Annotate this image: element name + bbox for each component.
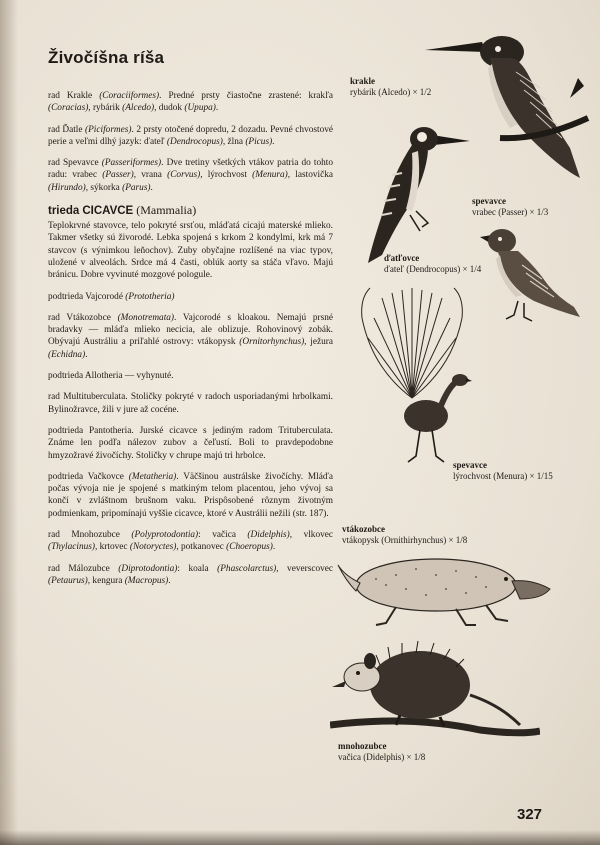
caption-vtakozobce-line: vtákopysk (Ornithirhynchus) × 1/8 xyxy=(342,535,468,545)
caption-datlovce-line: ďateľ (Dendrocopus) × 1/4 xyxy=(384,264,482,274)
caption-spevavce-vrabec xyxy=(472,196,548,218)
caption-krakle-title: krakle xyxy=(350,76,376,86)
page-number: 327 xyxy=(517,806,543,823)
section-latin: (Mammalia) xyxy=(136,203,197,218)
section-prefix: trieda xyxy=(48,205,80,218)
caption-datlovce xyxy=(384,253,481,275)
caption-spevavce-vrabec-line: vrabec (Passer) × 1/3 xyxy=(472,207,549,217)
paragraph-multituberculata: rad Multituberculata. Stoličky pokryté v radoch usporiadanými hrbolkami. Bylinožravce, žili v jure až cocéne. xyxy=(48,392,333,415)
caption-krakle xyxy=(350,76,431,98)
paragraph-pantotheria: podtrieda Pantotheria. Jurské cicavce s jediným radom Trituberculata. Známe len podľa nálezov zubov a čeľustí. Boli to pravdepodobne hmyzožravé živočíchy. Stoličky v chrupe majú tri hrbolce. xyxy=(48,425,333,461)
caption-vtakozobce-title: vtákozobce xyxy=(342,524,385,534)
caption-krakle-line: rybárik (Alcedo) × 1/2 xyxy=(350,87,432,97)
paragraph-datle: rad Ďatle (Piciformes). 2 prsty otočené dopredu, 2 dozadu. Pevné chvostové perie a veľmi dlhý jazyk: ďateľ (Dendrocopus), žlna (Picus). xyxy=(48,124,334,147)
paragraph-metatheria: podtrieda Vačkovce (Metatheria). Väčšinou austrálske živočíchy. Mláďa počas vývoja nie je spojené s matkiným telom placentou, jeho vývoj sa končí v zvláštnom brušnom vaku. Prispôsobené rôznym životným podmienkam, pripomínajú vyššie cicavce, ktoré v Austrálii nežili (str. 187). xyxy=(48,471,333,519)
text-column xyxy=(48,90,333,596)
opossum-drawing xyxy=(330,635,540,745)
caption-spevavce-lyrochvost-line: lýrochvost (Menura) × 1/15 xyxy=(453,471,553,481)
caption-spevavce-lyrochvost-title: spevavce xyxy=(453,460,487,470)
caption-spevavce-vrabec-title: spevavce xyxy=(472,196,506,206)
lyrebird-drawing xyxy=(352,278,472,473)
caption-vtakozobce xyxy=(342,524,467,546)
paragraph-spevavce: rad Spevavce (Passeriformes). Dve tretiny všetkých vtákov patria do tohto radu: vrabec (Passer), vrana (Corvus), lýrochvost (Menura), lastovička (Hirundo), sýkorka (Parus). xyxy=(48,158,334,193)
caption-mnohozubce-title: mnohozubce xyxy=(338,741,387,751)
woodpecker-drawing xyxy=(362,115,477,265)
platypus-drawing xyxy=(336,545,556,635)
paragraph-krakle: rad Krakle (Coraciiformes). Predné prsty čiastočne zrastené: krakľa (Coracias), rybárik (Alcedo), dudok (Upupa). xyxy=(48,91,333,114)
paragraph-prototheria: podtrieda Vajcorodé (Prototheria) xyxy=(48,291,175,302)
caption-mnohozubce-line: vačica (Didelphis) × 1/8 xyxy=(338,752,426,762)
paragraph-allotheria: podtrieda Allotheria — vyhynuté. xyxy=(48,371,174,382)
paragraph-diprotodontia: rad Málozubce (Diprotodontia): koala (Phascolarctus), veverscovec (Petaurus), kengura (Macropus). xyxy=(48,563,333,586)
paragraph-monotremata: rad Vtákozobce (Monotremata). Vajcorodé s kloakou. Nemajú prsné bradavky — mláďa mlieko necicia, ale oblizuje. Rohovinový zobák. Obývajú Austráliu a priľahlé ostrovy: vtákopysk (Ornitorhynchus), ježura (Echidna). xyxy=(48,312,333,360)
page-bottom-shadow xyxy=(0,830,600,845)
caption-spevavce-lyrochvost xyxy=(453,460,553,482)
caption-mnohozubce xyxy=(338,741,425,763)
page-edge-shadow xyxy=(0,0,18,845)
caption-datlovce-title: ďatľovce xyxy=(384,253,420,263)
section-name: CICAVCE xyxy=(82,205,134,218)
sparrow-drawing xyxy=(478,215,583,325)
page-title: Živočíšna ríša xyxy=(48,48,165,67)
paragraph-polyprotodontia: rad Mnohozubce (Polyprotodontia): vačica (Didelphis), vlkovec (Thylacinus), krtovec (Notoryctes), potkanovec (Choeropus). xyxy=(48,530,334,553)
paragraph-mammalia-description: Teplokrvné stavovce, telo pokryté srsťou, mláďatá cicajú materské mlieko. Takmer všetky sú živorodé. Lebka spojená s krkom 2 kondylmi, krk má 7 stavcov (s výnimkou leňochov). Zuby obyčajne rozlíšené na viac typov, uložené v alveolách. Srdce má 4 časti, oblúk aorty sa stáča vľavo. Majú bránicu. Dobre vyvinuté mozgové pologule. xyxy=(48,221,333,281)
section-heading xyxy=(48,203,333,218)
